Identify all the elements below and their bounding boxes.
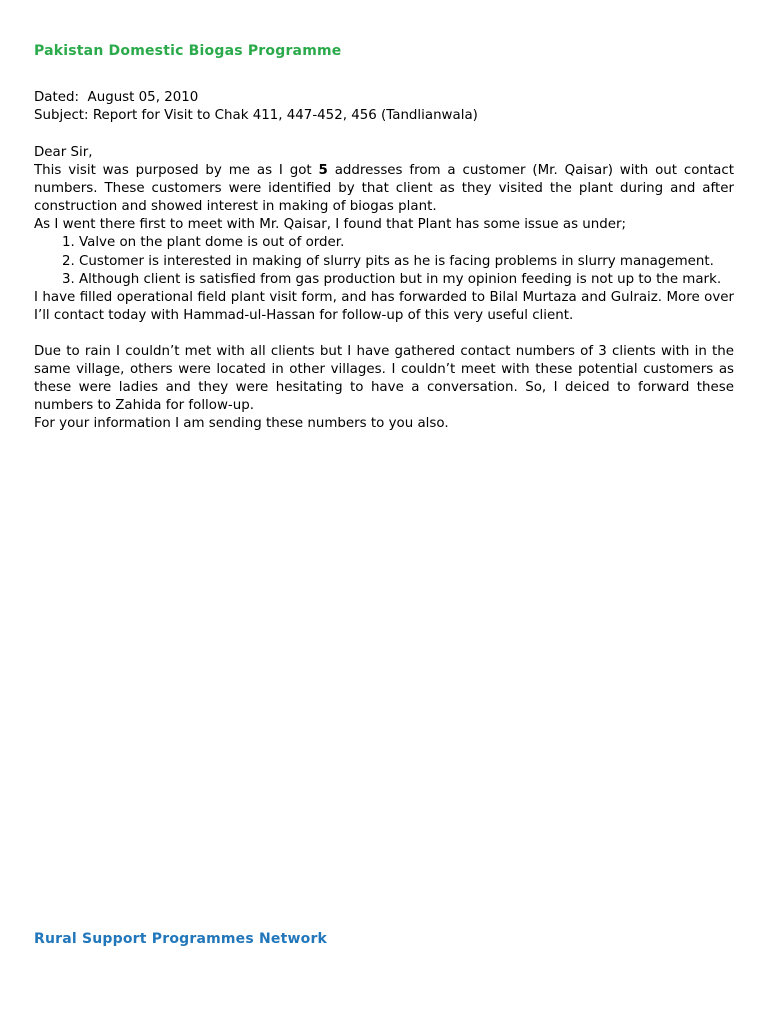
paragraph-followup: I have filled operational field plant visit form, and has forwarded to Bilal Murtaza and Gulraiz. More over I’ll contact today with Hammad-ul-Hassan for follow-up of this very useful client. [34,289,734,323]
letter-page [34,0,734,1024]
list-item: 1. Valve on the plant dome is out of order. [79,234,734,252]
issues-list [34,234,734,288]
paragraph-intro-end: addresses from a customer (Mr. Qaisar) with out contact numbers. These customers were identified by that client as they visited the plant during and after construction and showed interest in making of biogas plant. [34,163,734,215]
dated-value: August 05, 2010 [87,90,199,105]
org-header: Pakistan Domestic Biogas Programme [34,43,342,59]
paragraph-closing: For your information I am sending these numbers to you also. [34,416,449,432]
subject-label: Subject: [34,108,89,123]
paragraph-gap [34,325,734,343]
dated-line [34,89,734,107]
paragraph-issues-intro: As I went there first to meet with Mr. Qaisar, I found that Plant has some issue as under; [34,217,627,233]
list-item: 2. Customer is interested in making of slurry pits as he is facing problems in slurry management. [79,253,734,271]
dated-label: Dated: [34,90,80,105]
paragraph-intro [34,162,734,216]
subject-value: Report for Visit to Chak 411, 447-452, 456 (Tandlianwala) [92,108,478,123]
subject-line [34,107,734,125]
letter-meta [34,89,734,125]
letter-body [34,144,734,433]
list-item: 3. Although client is satisfied from gas production but in my opinion feeding is not up to the mark. [79,271,734,289]
salutation: Dear Sir, [34,145,93,160]
org-footer: Rural Support Programmes Network [34,931,328,947]
paragraph-rain: Due to rain I couldn’t met with all clients but I have gathered contact numbers of 3 clients with in the same village, others were located in other villages. I couldn’t meet with these potential customers as these were ladies and they were hesitating to have a conversation. So, I deiced to forward these numbers to Zahida for follow-up. [34,343,734,414]
address-count: 5 [318,163,328,179]
paragraph-intro-start: This visit was purposed by me as I got [34,163,319,179]
